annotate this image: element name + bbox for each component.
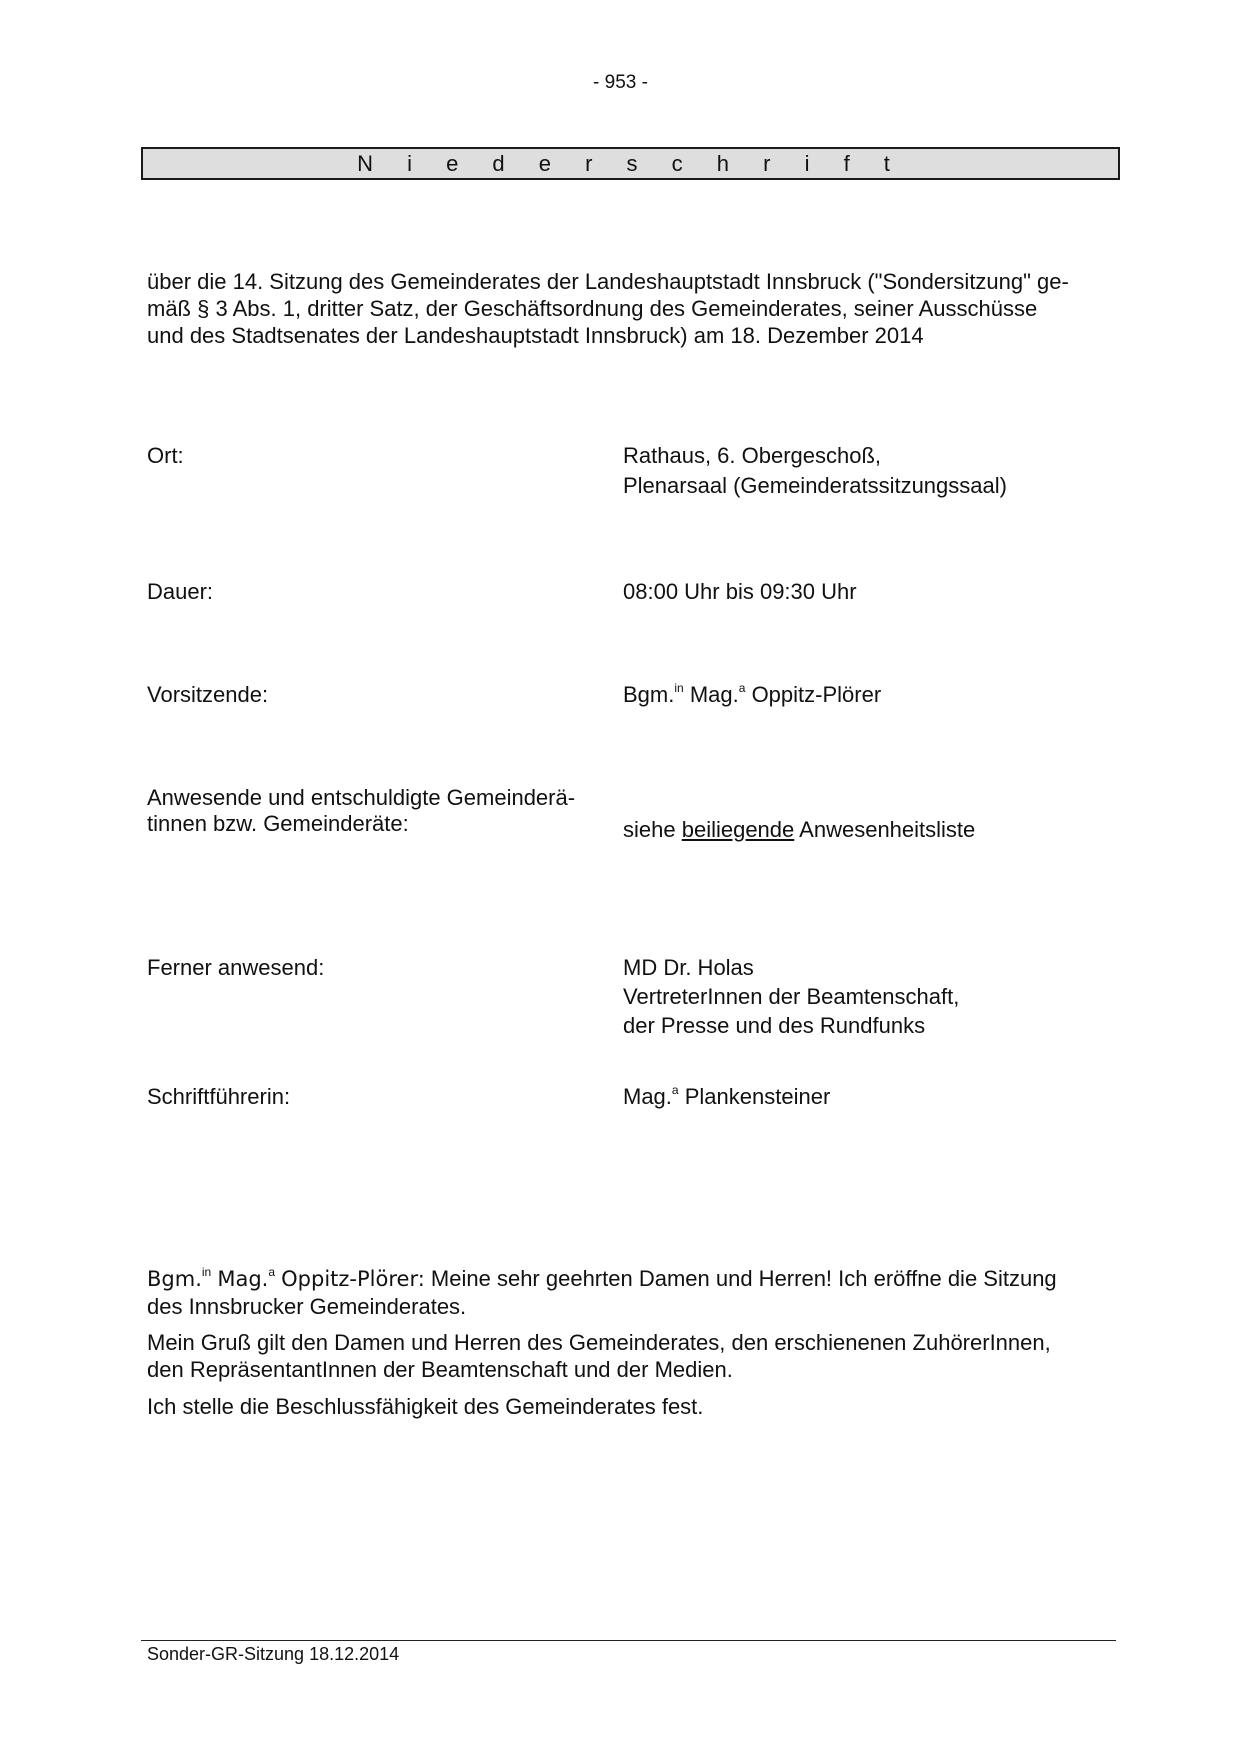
speech-line: des Innsbrucker Gemeinderates.: [147, 1294, 467, 1319]
anwesende-label: [147, 785, 607, 837]
document-title: N i e d e r s c h r i f t: [141, 147, 1120, 180]
vorsitzende-label: Vorsitzende:: [147, 682, 269, 707]
ort-value-line: Rathaus, 6. Obergeschoß,: [623, 443, 882, 468]
ferner-value-line: MD Dr. Holas: [623, 955, 754, 980]
intro-line: und des Stadtsenates der Landeshauptstadt Innsbruck) am 18. Dezember 2014: [147, 323, 924, 348]
title-bgm-sup: in: [674, 680, 684, 695]
speaker-title-mag-sup: a: [268, 1264, 276, 1279]
speech-paragraph-3: [147, 1393, 1107, 1420]
speech-text: Meine sehr geehrten Damen und Herren! Ich eröffne die Sitzung: [430, 1266, 1057, 1291]
intro-paragraph: [147, 268, 1107, 349]
intro-line: mäß § 3 Abs. 1, dritter Satz, der Geschäftsordnung des Gemeinderates, seiner Ausschüsse: [147, 296, 1038, 321]
speech-line: den RepräsentantInnen der Beamtenschaft und der Medien.: [147, 1357, 733, 1382]
page-number: - 953 -: [593, 72, 648, 93]
title-mag: Mag.: [689, 682, 739, 707]
ferner-label: Ferner anwesend:: [147, 955, 325, 980]
ferner-value-line: der Presse und des Rundfunks: [623, 1013, 926, 1038]
speaker-title-bgm-sup: in: [201, 1264, 212, 1279]
ort-value-line: Plenarsaal (Gemeinderatssitzungssaal): [623, 473, 1007, 498]
speech-line: Ich stelle die Beschlussfähigkeit des Gemeinderates fest.: [147, 1394, 704, 1419]
anwesende-value-underlined: beiliegende: [681, 817, 795, 842]
dauer-label: Dauer:: [147, 579, 214, 604]
ort-label: Ort:: [147, 443, 184, 468]
vorsitzende-name: Oppitz-Plörer: [751, 682, 882, 707]
intro-line: über die 14. Sitzung des Gemeinderates der Landeshauptstadt Innsbruck ("Sondersitzung" ge-: [147, 269, 1069, 294]
ferner-value-line: VertreterInnen der Beamtenschaft,: [623, 984, 960, 1009]
speech-line: Mein Gruß gilt den Damen und Herren des Gemeinderates, den erschienenen ZuhörerInnen,: [147, 1330, 1051, 1355]
anwesende-value: [623, 817, 1113, 843]
speaker-name: Oppitz-Plörer:: [281, 1267, 425, 1291]
speech-line: [147, 1265, 1107, 1293]
vorsitzende-value: [623, 680, 1113, 710]
speech-paragraph-2: [147, 1329, 1107, 1383]
anwesende-label-line: Anwesende und entschuldigte Gemeinderä-: [147, 785, 576, 810]
anwesende-value-pre: siehe: [623, 817, 676, 842]
schriftfuehrerin-label: Schriftführerin:: [147, 1084, 291, 1109]
anwesende-label-line: tinnen bzw. Gemeinderäte:: [147, 811, 409, 836]
speaker-title-mag: Mag.: [217, 1267, 269, 1291]
title-mag: Mag.: [623, 1084, 672, 1109]
title-mag-sup: a: [738, 680, 746, 695]
schriftfuehrerin-name: Plankensteiner: [684, 1084, 831, 1109]
speaker-title-bgm: Bgm.: [147, 1267, 202, 1291]
footer-divider: [141, 1640, 1116, 1641]
anwesende-value-post: Anwesenheitsliste: [799, 817, 976, 842]
ort-value: [623, 441, 1113, 501]
title-mag-sup: a: [671, 1082, 679, 1097]
footer-text: Sonder-GR-Sitzung 18.12.2014: [147, 1644, 400, 1664]
ferner-value: [623, 953, 1113, 1040]
schriftfuehrerin-value: [623, 1082, 1113, 1112]
speech-paragraph-1: [147, 1265, 1107, 1320]
dauer-value: 08:00 Uhr bis 09:30 Uhr: [623, 579, 857, 604]
title-bgm: Bgm.: [623, 682, 675, 707]
